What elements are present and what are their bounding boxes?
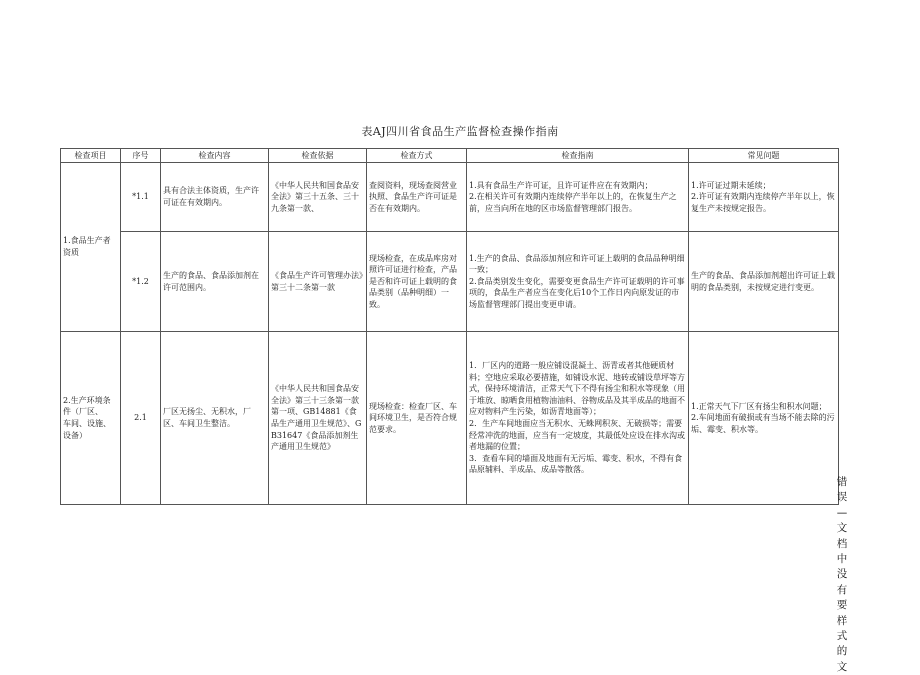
check-basis-cell: 《中华人民共和国食品安全法》第三十三条第一款第一项、GB14881《食品生产通用卫生规范》、GB31647《食品添加剂生产通用卫生规范》 [269, 332, 367, 505]
table-row [61, 163, 839, 232]
table-row [61, 232, 839, 332]
check-method-cell: 现场检查：检查厂区、车间环境卫生，是否符合规范要求。 [367, 332, 467, 505]
check-method-cell: 现场检查，在成品库房对照许可证进行检查，产品是否和许可证上载明的食品类别（品种明细）一致。 [367, 232, 467, 332]
check-item-cell: 1.食品生产者资质 [61, 163, 121, 332]
check-guide-cell: 1.具有食品生产许可证，且许可证件应在有效期内； 2.在相关许可有效期内连续停产半年以上的，在恢复生产之前，应当向所在地的区市场监督管理部门报告。 [467, 163, 689, 232]
check-content-cell: 具有合法主体资质，生产许可证在有效期内。 [161, 163, 269, 232]
check-content-cell: 厂区无扬尘、无积水，厂区、车间卫生整洁。 [161, 332, 269, 505]
check-item-cell: 2.生产环境条件（厂区、 车间、设施、设备） [61, 332, 121, 505]
header-check-guide: 检查指南 [467, 149, 689, 163]
common-issues-cell: 生产的食品、食品添加剂超出许可证上载明的食品类别，未按规定进行变更。 [689, 232, 839, 332]
inspection-guide-table [60, 148, 839, 505]
check-content-cell: 生产的食品、食品添加剂在许可范围内。 [161, 232, 269, 332]
side-error-note: 错 误 — 文 档 中 没 有 要 样 式 的 文 [836, 476, 848, 673]
header-common-issues: 常见问题 [689, 149, 839, 163]
header-check-method: 检查方式 [367, 149, 467, 163]
check-method-cell: 查阅资料，现场查阅营业执照、食品生产许可证是否在有效期内。 [367, 163, 467, 232]
serial-no-cell: 2.1 [121, 332, 161, 505]
common-issues-cell: 1.正常天气下厂区有扬尘和积水问题； 2.车间地面有破损或有当场不能去除的污垢、霉变、积水等。 [689, 332, 839, 505]
header-check-basis: 检查依据 [269, 149, 367, 163]
table-row [61, 332, 839, 505]
check-basis-cell: 《中华人民共和国食品安全法》第三十五条、三十九条第一款、 [269, 163, 367, 232]
document-title: 表AJ四川省食品生产监督检查操作指南 [361, 125, 559, 138]
serial-no-cell: *1.1 [121, 163, 161, 232]
header-check-content: 检查内容 [161, 149, 269, 163]
check-guide-cell: 1．厂区内的道路一般应铺设混凝土、沥青或者其他硬质材料；空地应采取必要措施，如铺设水泥、地砖或铺设草坪等方式，保持环境清洁，正常天气下不得有扬尘和积水等现象（用于堆放、晾晒食用植物油油料、谷物成品及其半成品的地面不应对物料产生污染，如沥青地面等）； 2．生产车间地面应当无积水、无蛛网积灰、无破损等；需要经常冲洗的地面，应当有一定坡度，其最低处应设在排水沟或者地漏的位置； 3．查看车间的墙面及地面有无污垢、霉变、积水，不得有食品原辅料、半成品、成品等散落。 [467, 332, 689, 505]
check-basis-cell: 《食品生产许可管理办法》第三十二条第一款 [269, 232, 367, 332]
header-serial-no: 序号 [121, 149, 161, 163]
table-header-row [61, 149, 839, 163]
common-issues-cell: 1.许可证过期未延续； 2.许可证有效期内连续停产半年以上，恢复生产未按规定报告。 [689, 163, 839, 232]
header-check-item: 检查项目 [61, 149, 121, 163]
check-guide-cell: 1.生产的食品、食品添加剂应和许可证上载明的食品品种明细一致； 2.食品类别发生变化，需要变更食品生产许可证载明的许可事项的，食品生产者应当在变化后10个工作日内向原发证的市场监督管理部门提出变更申请。 [467, 232, 689, 332]
serial-no-cell: *1.2 [121, 232, 161, 332]
